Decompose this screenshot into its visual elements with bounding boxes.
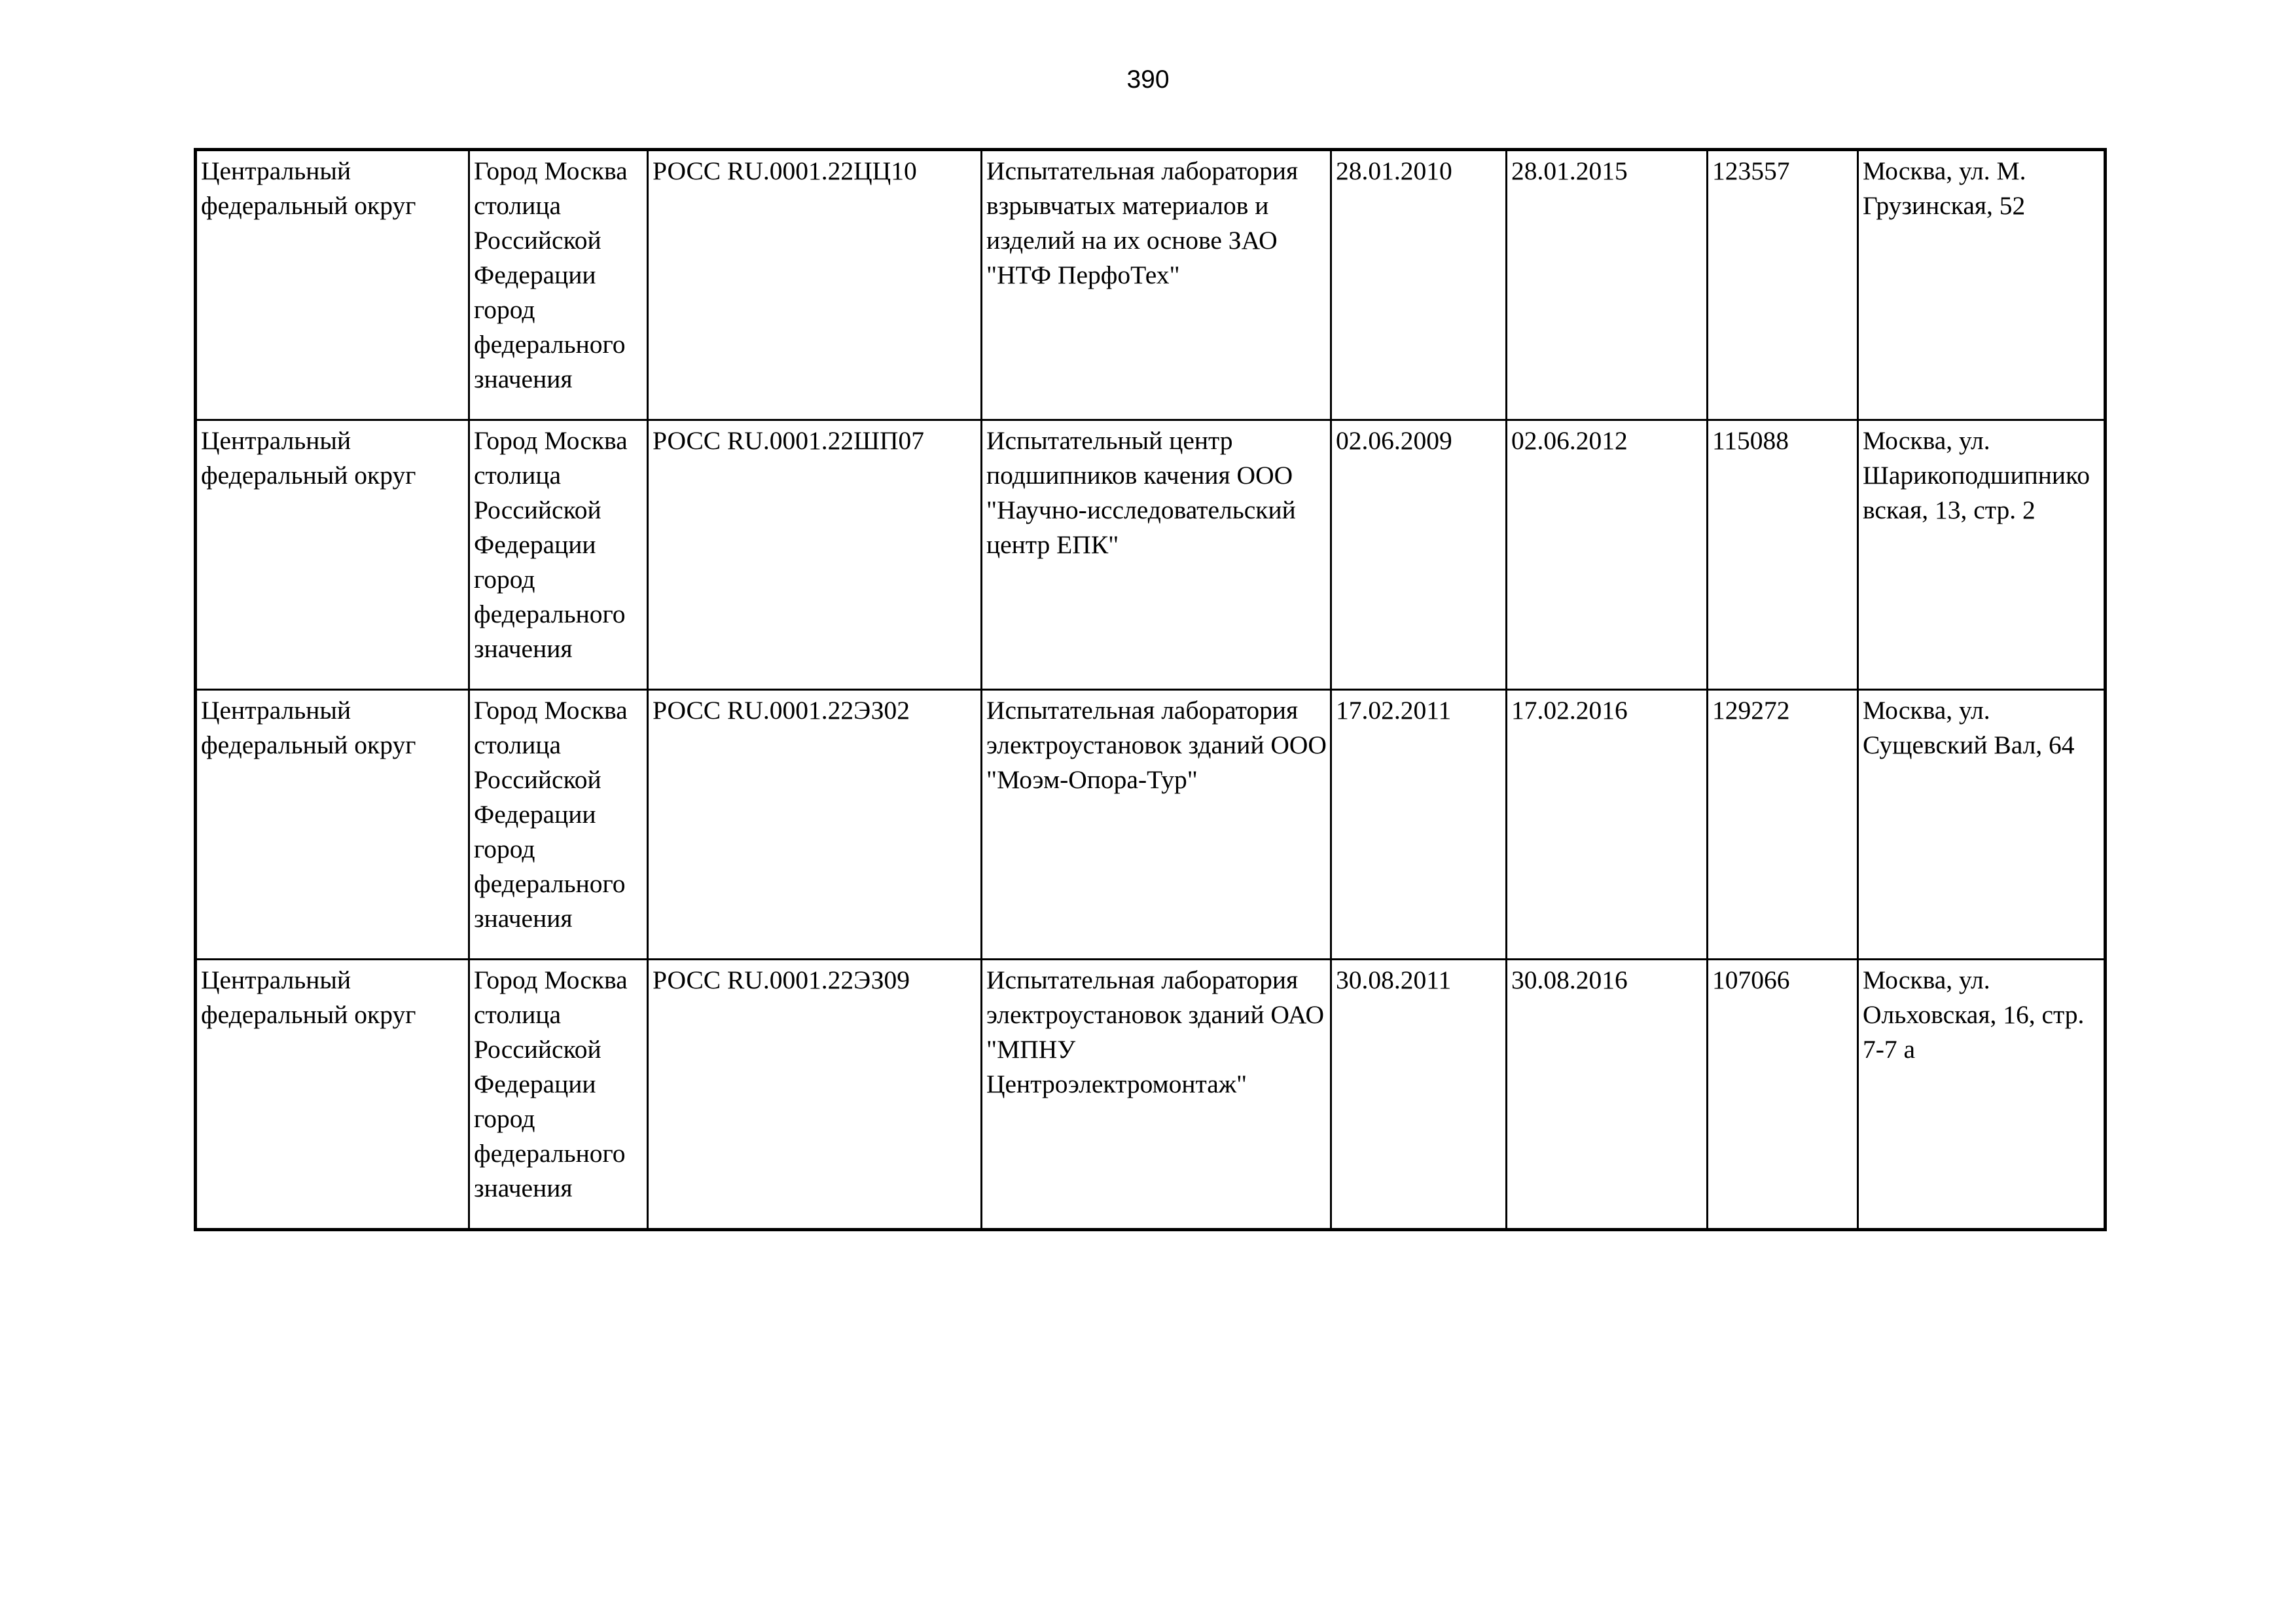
date-expires-cell: 28.01.2015 [1507, 150, 1708, 420]
date-issued-cell: 30.08.2011 [1331, 960, 1507, 1230]
district-cell: Центральный федеральный округ [196, 690, 469, 960]
address-cell: Москва, ул. Ольховская, 16, стр. 7-7 а [1858, 960, 2106, 1230]
postal-code-cell: 115088 [1708, 420, 1858, 690]
address-cell: Москва, ул. М. Грузинская, 52 [1858, 150, 2106, 420]
region-cell: Город Москва столица Российской Федерации город федерального значения [469, 420, 648, 690]
organization-cell: Испытательная лаборатория электроустановок зданий ООО "Моэм-Опора-Тур" [982, 690, 1331, 960]
region-cell: Город Москва столица Российской Федерации город федерального значения [469, 150, 648, 420]
table-row [196, 150, 2106, 420]
date-expires-cell: 17.02.2016 [1507, 690, 1708, 960]
region-cell: Город Москва столица Российской Федерации город федерального значения [469, 690, 648, 960]
certificate-number-cell: РОСС RU.0001.22ЭЗ09 [648, 960, 982, 1230]
organization-cell: Испытательный центр подшипников качения ООО "Научно-исследовательский центр ЕПК" [982, 420, 1331, 690]
organization-cell: Испытательная лаборатория взрывчатых материалов и изделий на их основе ЗАО "НТФ ПерфоТех" [982, 150, 1331, 420]
region-cell: Город Москва столица Российской Федерации город федерального значения [469, 960, 648, 1230]
postal-code-cell: 129272 [1708, 690, 1858, 960]
date-expires-cell: 30.08.2016 [1507, 960, 1708, 1230]
registry-table [194, 148, 2107, 1231]
postal-code-cell: 123557 [1708, 150, 1858, 420]
date-expires-cell: 02.06.2012 [1507, 420, 1708, 690]
certificate-number-cell: РОСС RU.0001.22ШП07 [648, 420, 982, 690]
date-issued-cell: 28.01.2010 [1331, 150, 1507, 420]
district-cell: Центральный федеральный округ [196, 150, 469, 420]
table-row [196, 420, 2106, 690]
organization-cell: Испытательная лаборатория электроустановок зданий ОАО "МПНУ Центроэлектромонтаж" [982, 960, 1331, 1230]
date-issued-cell: 17.02.2011 [1331, 690, 1507, 960]
district-cell: Центральный федеральный округ [196, 960, 469, 1230]
table-row [196, 690, 2106, 960]
postal-code-cell: 107066 [1708, 960, 1858, 1230]
page-number: 390 [1126, 65, 1170, 94]
address-cell: Москва, ул. Шарикоподшипниковская, 13, стр. 2 [1858, 420, 2106, 690]
table-row [196, 960, 2106, 1230]
district-cell: Центральный федеральный округ [196, 420, 469, 690]
date-issued-cell: 02.06.2009 [1331, 420, 1507, 690]
certificate-number-cell: РОСС RU.0001.22ЦЦ10 [648, 150, 982, 420]
address-cell: Москва, ул. Сущевский Вал, 64 [1858, 690, 2106, 960]
certificate-number-cell: РОСС RU.0001.22ЭЗ02 [648, 690, 982, 960]
